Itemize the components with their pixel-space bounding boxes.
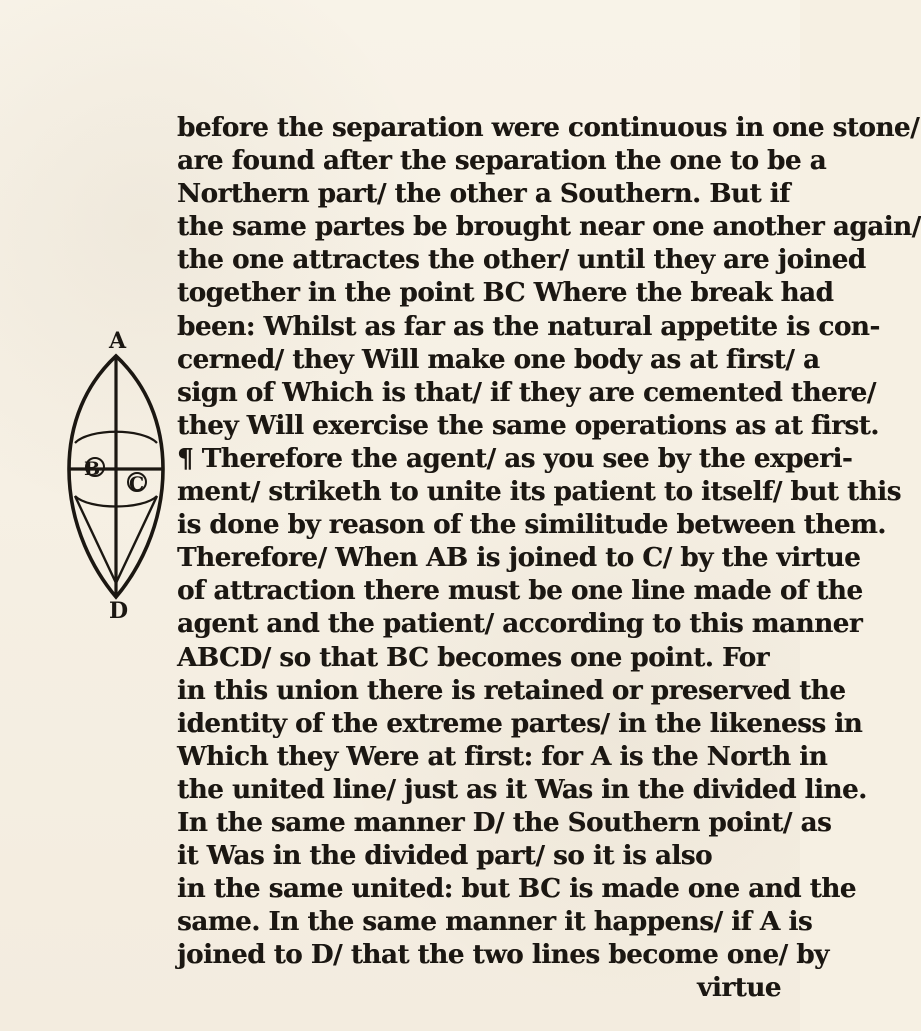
diagram-svg (61, 328, 171, 624)
text-line: In the same manner D/ the Southern point/ as (177, 806, 832, 838)
text-line: joined to D/ that the two lines become one/ by (177, 939, 829, 971)
text-line: Northern part/ the other a Southern. But if (177, 178, 790, 210)
catchword: virtue (697, 972, 781, 1004)
text-line: agent and the patient/ according to this manner (177, 608, 863, 640)
text-line: cerned/ they Will make one body as at first/ a (177, 343, 820, 375)
text-line: identity of the extreme partes/ in the likeness in (177, 707, 863, 739)
text-line: they Will exercise the same operations as at first. (177, 409, 879, 441)
text-line: ¶ Therefore the agent/ as you see by the experi- (177, 442, 853, 474)
text-line: ment/ striketh to unite its patient to itself/ but this (177, 476, 901, 508)
diagram-label-a: A (109, 328, 127, 354)
diagram-label-b: B (84, 458, 101, 480)
text-line: the one attractes the other/ until they are joined (177, 244, 866, 276)
text-line: Therefore/ When AB is joined to C/ by the virtue (177, 542, 861, 574)
text-line: before the separation were continuous in one stone/ (177, 112, 920, 143)
text-line: ABCD/ so that BC becomes one point. For (177, 641, 769, 673)
text-line: the same partes be brought near one another again/ (177, 211, 921, 243)
text-line: sign of Which is that/ if they are cemented there/ (177, 376, 876, 408)
text-line: the united line/ just as it Was in the divided line. (177, 773, 867, 805)
text-line: in this union there is retained or preserved the (177, 674, 846, 706)
text-line: are found after the separation the one to be a (177, 145, 827, 177)
text-line: been: Whilst as far as the natural appetite is con- (177, 310, 880, 342)
text-line: is done by reason of the similitude between them. (177, 509, 886, 541)
text-line: Which they Were at first: for A is the North in (177, 740, 828, 772)
magnet-diagram (61, 328, 171, 624)
text-line: same. In the same manner it happens/ if A is (177, 906, 813, 938)
diagram-label-c: C (129, 473, 145, 495)
diagram-label-d: D (109, 598, 129, 624)
body-text (177, 111, 921, 1005)
text-line: in the same united: but BC is made one and the (177, 873, 856, 905)
text-line: of attraction there must be one line made of the (177, 575, 863, 607)
text-line: together in the point BC Where the break had (177, 277, 834, 309)
text-line: it Was in the divided part/ so it is also (177, 840, 713, 872)
